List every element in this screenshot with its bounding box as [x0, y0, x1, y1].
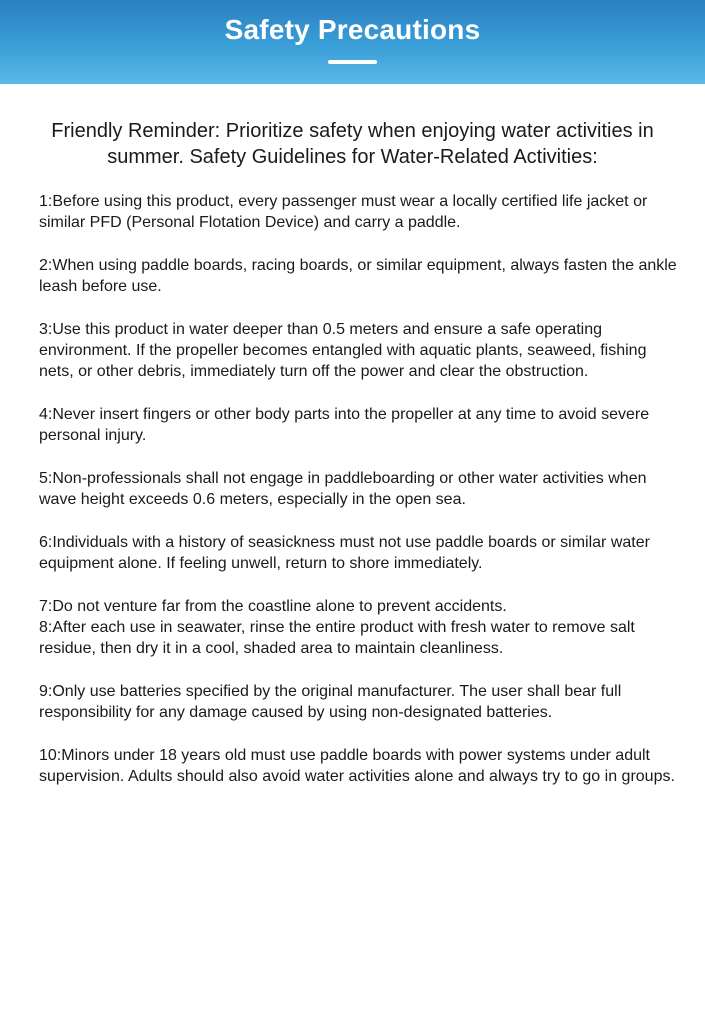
guideline-item-9: 9:Only use batteries specified by the original manufacturer. The user shall bear full responsibility for any damage caused by using non-designated batteries. [39, 682, 622, 722]
guideline-item-3: 3:Use this product in water deeper than 0.5 meters and ensure a safe operating environment. If the propeller becomes entangled with aquatic plants, seaweed, fishing nets, or other debris, immediately turn off the power and clear the obstruction. [39, 320, 647, 381]
guideline-item-7: 7:Do not venture far from the coastline alone to prevent accidents. [39, 597, 507, 615]
guideline-item-5: 5:Non-professionals shall not engage in paddleboarding or other water activities when wave height exceeds 0.6 meters, especially in the open sea. [39, 469, 647, 509]
guideline-item-10: 10:Minors under 18 years old must use paddle boards with power systems under adult supervision. Adults should also avoid water activities alone and always try to go in groups. [39, 746, 675, 786]
guideline-item-1: 1:Before using this product, every passenger must wear a locally certified life jacket or similar PFD (Personal Flotation Device) and carry a paddle. [39, 193, 648, 232]
title-underline [328, 60, 377, 64]
guideline-item-6: 6:Individuals with a history of seasickness must not use paddle boards or similar water equipment alone. If feeling unwell, return to shore immediately. [39, 533, 650, 573]
intro-heading: Friendly Reminder: Prioritize safety when enjoying water activities in summer. Safety Guidelines for Water-Related Activities: [51, 120, 654, 168]
safety-guidelines-list [39, 191, 679, 809]
page-title: Safety Precautions [224, 14, 481, 45]
header-banner [0, 0, 705, 84]
guideline-item-4: 4:Never insert fingers or other body parts into the propeller at any time to avoid severe personal injury. [39, 405, 650, 445]
guideline-item-2: 2:When using paddle boards, racing boards, or similar equipment, always fasten the ankle leash before use. [39, 256, 677, 296]
guideline-item-8: 8:After each use in seawater, rinse the entire product with fresh water to remove salt residue, then dry it in a cool, shaded area to maintain cleanliness. [39, 618, 635, 658]
